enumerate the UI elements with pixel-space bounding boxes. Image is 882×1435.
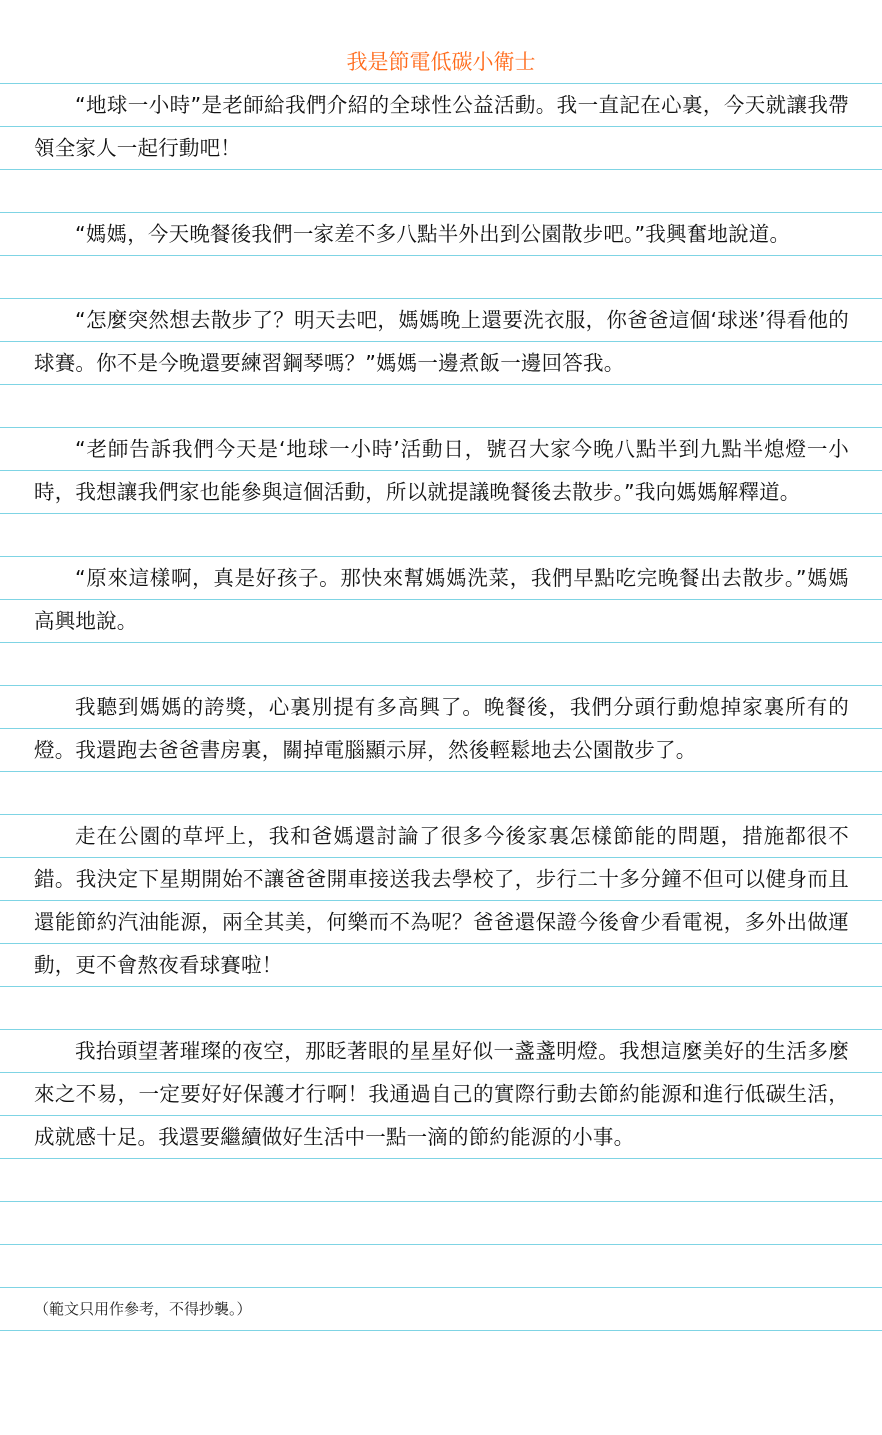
rule-line <box>0 1244 882 1245</box>
rule-line <box>0 1287 882 1288</box>
rule-line <box>0 1330 882 1331</box>
paragraph: “媽媽，今天晚餐後我們一家差不多八點半外出到公園散步吧。”我興奮地說道。 <box>75 222 791 246</box>
paragraph: 走在公園的草坪上，我和爸媽還討論了很多今後家裏怎樣節能的問題，措施都很不錯。我決定下星期開始不讓爸爸開車接送我去學校了，步行二十多分鐘不但可以健身而且還能節約汽油能源，兩全其美，何樂而不為呢？爸爸還保證今後會少看電視，多外出做運動，更不會熬夜看球賽啦！ <box>34 824 849 977</box>
paragraph: 我抬頭望著璀璨的夜空，那眨著眼的星星好似一盞盞明燈。我想這麼美好的生活多麼來之不易，一定要好好保護才行啊！我通過自己的實際行動去節約能源和進行低碳生活，成就感十足。我還要繼續做好生活中一點一滴的節約能源的小事。 <box>34 1039 849 1149</box>
paragraph: “老師告訴我們今天是‘地球一小時’活動日，號召大家今晚八點半到九點半熄燈一小時，我想讓我們家也能參與這個活動，所以就提議晚餐後去散步。”我向媽媽解釋道。 <box>34 437 849 504</box>
paragraph: “原來這樣啊，真是好孩子。那快來幫媽媽洗菜，我們早點吃完晚餐出去散步。”媽媽高興地說。 <box>34 566 849 633</box>
paragraph: “怎麼突然想去散步了？明天去吧，媽媽晚上還要洗衣服，你爸爸這個‘球迷’得看他的球賽。你不是今晚還要練習鋼琴嗎？”媽媽一邊煮飯一邊回答我。 <box>34 308 849 375</box>
paragraph: “地球一小時”是老師給我們介紹的全球性公益活動。我一直記在心裏，今天就讓我帶領全家人一起行動吧！ <box>34 93 849 160</box>
essay-body <box>34 84 849 1159</box>
paragraph: 我聽到媽媽的誇獎，心裏別提有多高興了。晚餐後，我們分頭行動熄掉家裏所有的燈。我還跑去爸爸書房裏，關掉電腦顯示屏，然後輕鬆地去公園散步了。 <box>34 695 849 762</box>
essay-title: 我是節電低碳小衛士 <box>346 50 536 74</box>
reference-note: （範文只用作參考，不得抄襲。） <box>34 1300 252 1318</box>
rule-line <box>0 1201 882 1202</box>
